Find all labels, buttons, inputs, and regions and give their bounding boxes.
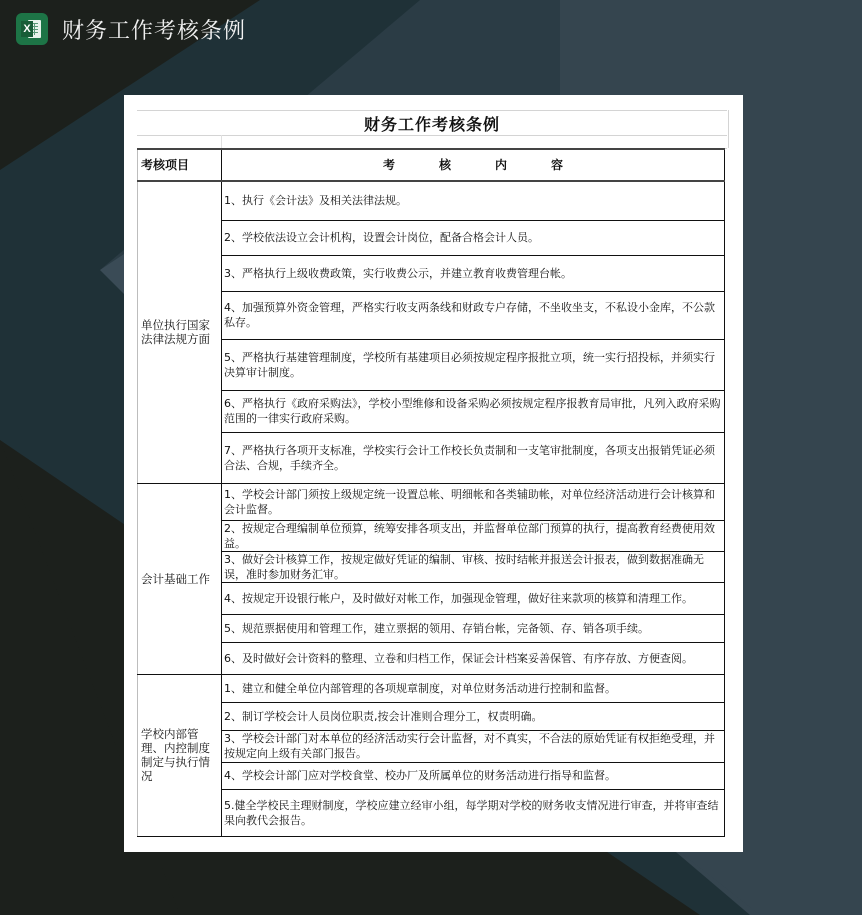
category-cell: 学校内部管理、内控制度制定与执行情况	[138, 674, 222, 836]
gridline	[728, 110, 729, 148]
item-cell: 6、严格执行《政府采购法》，学校小型维修和设备采购必须按规定程序报教育局审批，凡列入政府采购范围的一律实行政府采购。	[222, 390, 725, 432]
table-row	[138, 614, 725, 642]
item-cell: 1、执行《会计法》及相关法律法规。	[222, 181, 725, 220]
header-char: 内	[495, 157, 508, 172]
table-row	[138, 255, 725, 291]
header-char: 核	[438, 157, 451, 172]
table-row	[138, 582, 725, 614]
item-cell: 1、建立和健全单位内部管理的各项规章制度，对单位财务活动进行控制和监督。	[222, 674, 725, 702]
table-row	[138, 520, 725, 551]
table-row	[138, 762, 725, 789]
item-cell: 4、加强预算外资金管理，严格实行收支两条线和财政专户存储，不坐收坐支，不私设小金库，不公款私存。	[222, 291, 725, 339]
table-row	[138, 642, 725, 674]
table-header-row	[138, 149, 725, 181]
item-cell: 3、学校会计部门对本单位的经济活动实行会计监督，对不真实，不合法的原始凭证有权拒绝受理，并按规定向上级有关部门报告。	[222, 730, 725, 762]
item-cell: 3、做好会计核算工作，按规定做好凭证的编制、审核、按时结帐并报送会计报表，做到数据准确无误，准时参加财务汇审。	[222, 551, 725, 582]
excel-icon: X	[16, 13, 48, 45]
app-title: 财务工作考核条例	[62, 18, 247, 44]
app-header	[16, 12, 246, 46]
item-cell: 2、按规定合理编制单位预算，统筹安排各项支出，并监督单位部门预算的执行，提高教育经费使用效益。	[222, 520, 725, 551]
header-content	[222, 149, 725, 181]
table-row	[138, 702, 725, 730]
table-row	[138, 730, 725, 762]
blank-row	[137, 135, 727, 149]
header-char: 容	[551, 157, 564, 172]
category-cell: 单位执行国家法律法规方面	[138, 181, 222, 483]
item-cell: 5.健全学校民主理财制度，学校应建立经审小组，每学期对学校的财务收支情况进行审查，并将审查结果向教代会报告。	[222, 789, 725, 836]
category-cell: 会计基础工作	[138, 483, 222, 674]
table-row	[138, 789, 725, 836]
item-cell: 4、学校会计部门应对学校食堂、校办厂及所属单位的财务活动进行指导和监督。	[222, 762, 725, 789]
table-row	[138, 674, 725, 702]
spreadsheet-preview	[124, 95, 743, 852]
item-cell: 1、学校会计部门须按上级规定统一设置总帐、明细帐和各类辅助帐，对单位经济活动进行会计核算和会计监督。	[222, 483, 725, 520]
header-char: 考	[382, 157, 395, 172]
item-cell: 2、制订学校会计人员岗位职责,按会计准则合理分工，权责明确。	[222, 702, 725, 730]
table-row	[138, 551, 725, 582]
item-cell: 2、学校依法设立会计机构，设置会计岗位，配备合格会计人员。	[222, 220, 725, 255]
header-category: 考核项目	[138, 149, 222, 181]
table-row	[138, 220, 725, 255]
item-cell: 5、规范票据使用和管理工作，建立票据的领用、存销台帐，完备领、存、销各项手续。	[222, 614, 725, 642]
item-cell: 7、严格执行各项开支标准，学校实行会计工作校长负责制和一支笔审批制度，各项支出报销凭证必须合法、合规，手续齐全。	[222, 432, 725, 483]
item-cell: 3、严格执行上级收费政策，实行收费公示，并建立教育收费管理台帐。	[222, 255, 725, 291]
table-row	[138, 432, 725, 483]
table-row	[138, 390, 725, 432]
assessment-table	[137, 148, 725, 837]
item-cell: 4、按规定开设银行帐户，及时做好对帐工作，加强现金管理，做好往来款项的核算和清理工作。	[222, 582, 725, 614]
item-cell: 6、及时做好会计资料的整理、立卷和归档工作，保证会计档案妥善保管、有序存放、方便查阅。	[222, 642, 725, 674]
table-row	[138, 339, 725, 390]
table-row	[138, 291, 725, 339]
item-cell: 5、严格执行基建管理制度，学校所有基建项目必须按规定程序报批立项，统一实行招投标，并须实行决算审计制度。	[222, 339, 725, 390]
document-title: 财务工作考核条例	[137, 110, 727, 136]
table-row	[138, 483, 725, 520]
table-row	[138, 181, 725, 220]
